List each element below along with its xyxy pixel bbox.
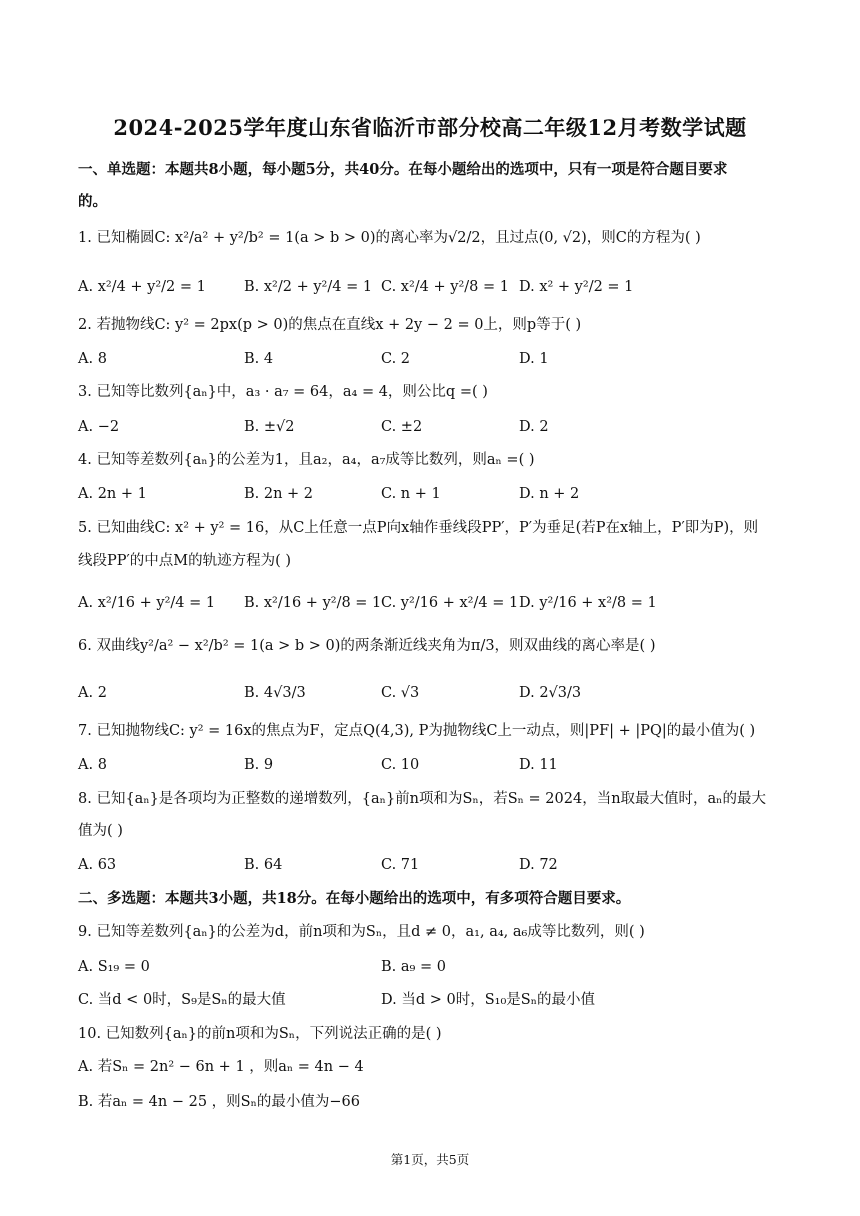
q7-option-c: C. 10 [381,757,420,773]
question-5-line2: 线段PP′的中点M的轨迹方程为( ) [78,553,292,569]
q10-option-b: B. 若aₙ = 4n − 25 ，则Sₙ的最小值为−66 [78,1094,360,1110]
question-7: 7. 已知抛物线C: y² = 16x的焦点为F，定点Q(4,3), P为抛物线C上一动点，则|PF| + |PQ|的最小值为( ) [78,723,756,739]
q7-option-a: A. 8 [78,757,107,773]
q1-option-a: A. x²/4 + y²/2 = 1 [78,279,206,295]
q2-option-c: C. 2 [381,351,411,367]
q5-option-a: A. x²/16 + y²/4 = 1 [78,595,216,611]
q7-option-d: D. 11 [519,757,558,773]
q3-option-c: C. ±2 [381,419,423,435]
q5-option-d: D. y²/16 + x²/8 = 1 [519,595,657,611]
q2-option-a: A. 8 [78,351,107,367]
q6-option-c: C. √3 [381,685,420,701]
q8-option-b: B. 64 [244,857,283,873]
question-1: 1. 已知椭圆C: x²/a² + y²/b² = 1(a > b > 0)的离心率为√2/2，且过点(0, √2)，则C的方程为( ) [78,230,701,246]
q6-option-d: D. 2√3/3 [519,685,582,701]
q6-option-a: A. 2 [78,685,107,701]
q3-option-a: A. −2 [78,419,120,435]
q3-option-d: D. 2 [519,419,549,435]
q9-option-c: C. 当d < 0时，S₉是Sₙ的最大值 [78,992,286,1008]
q8-option-d: D. 72 [519,857,558,873]
q1-option-c: C. x²/4 + y²/8 = 1 [381,279,509,295]
question-8-line1: 8. 已知{aₙ}是各项均为正整数的递增数列，{aₙ}前n项和为Sₙ，若Sₙ = 2024，当n取最大值时，aₙ的最大 [78,791,766,807]
q5-option-b: B. x²/16 + y²/8 = 1 [244,595,382,611]
q1-option-d: D. x² + y²/2 = 1 [519,279,634,295]
question-2: 2. 若抛物线C: y² = 2px(p > 0)的焦点在直线x + 2y − 2 = 0上，则p等于( ) [78,317,582,333]
question-5-line1: 5. 已知曲线C: x² + y² = 16，从C上任意一点P向x轴作垂线段PP′，P′为垂足(若P在x轴上，P′即为P)，则 [78,520,759,536]
q7-option-b: B. 9 [244,757,274,773]
q5-option-c: C. y²/16 + x²/4 = 1 [381,595,519,611]
q3-option-b: B. ±√2 [244,419,295,435]
q9-option-a: A. S₁₉ = 0 [78,959,150,975]
q10-option-a: A. 若Sₙ = 2n² − 6n + 1 ，则aₙ = 4n − 4 [78,1059,364,1075]
q4-option-b: B. 2n + 2 [244,486,314,502]
section1-heading-line2: 的。 [78,193,107,210]
q1-option-b: B. x²/2 + y²/4 = 1 [244,279,373,295]
question-9: 9. 已知等差数列{aₙ}的公差为d，前n项和为Sₙ，且d ≠ 0，a₁, a₄, a₆成等比数列，则( ) [78,924,645,940]
q9-option-b: B. a₉ = 0 [381,959,446,975]
q8-option-c: C. 71 [381,857,420,873]
section2-heading: 二、多选题：本题共3小题，共18分。在每小题给出的选项中，有多项符合题目要求。 [78,890,631,907]
q4-option-a: A. 2n + 1 [78,486,147,502]
question-10: 10. 已知数列{aₙ}的前n项和为Sₙ，下列说法正确的是( ) [78,1026,442,1042]
q8-option-a: A. 63 [78,857,117,873]
q4-option-c: C. n + 1 [381,486,441,502]
question-6: 6. 双曲线y²/a² − x²/b² = 1(a > b > 0)的两条渐近线夹角为π/3，则双曲线的离心率是( ) [78,638,656,654]
question-4: 4. 已知等差数列{aₙ}的公差为1，且a₂，a₄，a₇成等比数列，则aₙ =( ) [78,452,535,468]
q2-option-b: B. 4 [244,351,274,367]
page-footer: 第1页，共5页 [390,1152,470,1167]
q6-option-b: B. 4√3/3 [244,685,306,701]
question-3: 3. 已知等比数列{aₙ}中，a₃ · a₇ = 64，a₄ = 4，则公比q =( ) [78,384,488,400]
q2-option-d: D. 1 [519,351,549,367]
section1-heading-line1: 一、单选题：本题共8小题，每小题5分，共40分。在每小题给出的选项中，只有一项是符合题目要求 [78,161,728,178]
q9-option-d: D. 当d > 0时，S₁₀是Sₙ的最小值 [381,992,595,1008]
q4-option-d: D. n + 2 [519,486,580,502]
question-8-line2: 值为( ) [78,823,123,839]
page-title: 2024-2025学年度山东省临沂市部分校高二年级12月考数学试题 [113,115,747,140]
